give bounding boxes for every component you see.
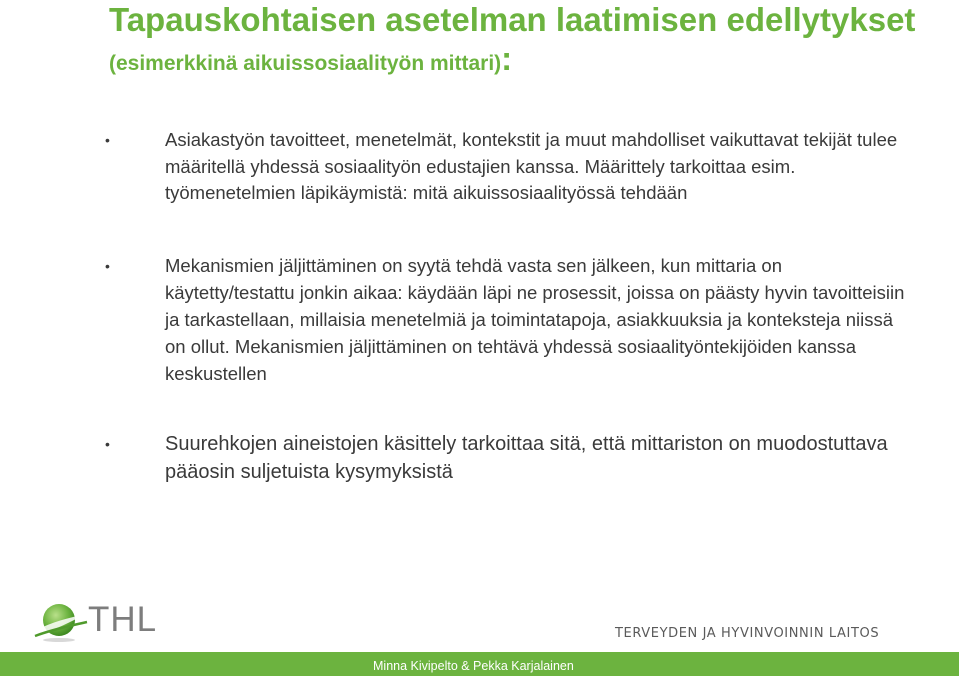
slide-title	[109, 0, 949, 83]
organization-name: TERVEYDEN JA HYVINVOINNIN LAITOS	[615, 626, 880, 641]
footer-authors: Minna Kivipelto & Pekka Karjalainen	[373, 659, 574, 673]
title-colon: :	[501, 40, 513, 77]
bullet-marker: •	[105, 436, 110, 452]
bullet-marker: •	[105, 132, 110, 148]
bullet-text-1: Asiakastyön tavoitteet, menetelmät, kontekstit ja muut mahdolliset vaikuttavat tekijät tulee määritellä yhdessä sosiaalityön edustajien kanssa. Määrittely tarkoittaa esim. työmenetelmien läpikäymistä: mitä aikuissosiaalityössä tehdään	[165, 129, 898, 203]
bullet-text-2: Mekanismien jäljittäminen on syytä tehdä vasta sen jälkeen, kun mittaria on käytetty/testattu jonkin aikaa: käydään läpi ne prosessit, joissa on päästy hyvin tavoitteisiin ja tarkastellaan, millaisia menetelmiä ja toimintatapoja, asiakkuuksia ja konteksteja niissä on ollut. Mekanismien jäljittäminen on tehtävä yhdessä sosiaalityöntekijöiden kanssa keskustellen	[165, 255, 905, 384]
title-subtitle: (esimerkkinä aikuissosiaalityön mittari)	[109, 52, 502, 75]
bullet-text-3: Suurehkojen aineistojen käsittely tarkoittaa sitä, että mittariston on muodostuttava pääosin suljetuista kysymyksistä	[165, 433, 888, 483]
title-main: Tapauskohtaisen asetelman laatimisen edellytykset	[109, 1, 916, 38]
bullet-marker: •	[105, 258, 110, 274]
thl-logo-text: THL	[88, 600, 158, 639]
